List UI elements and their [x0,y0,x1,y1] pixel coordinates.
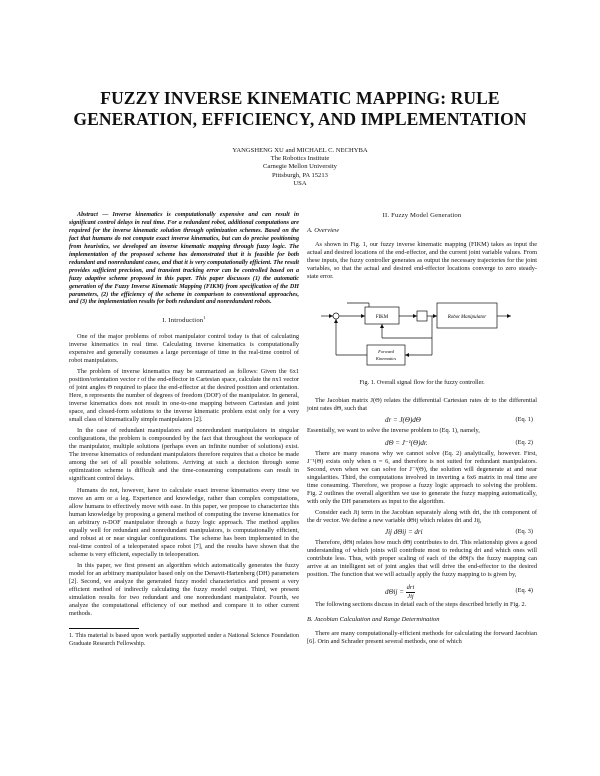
equation-4-expression [385,584,415,601]
summing-junction [333,313,339,319]
equation-1-expression: dr = J(Θ)dΘ [385,416,421,425]
forward-label-1: Forward [378,349,394,355]
overview-paragraph: As shown in Fig. 1, our fuzzy inverse kinematic mapping (FIKM) takes as input the actual and desired locations of the end-effector, and the current joint variable values. From these inputs, the fuzzy controller generates as output the necessary trajectories for the joint variables, so that the actual and desired end-effector locations converge to zero steady-state error. [307,241,537,281]
abstract: Abstract — Inverse kinematics is computationally expensive and can result in significant control delays in real time. For a redundant robot, additional computations are required for the inverse kinematic solution through optimization schemes. Based on the fact that humans do not compute exact inverse kinematics, but can do precise positioning from heuristics, we developed an inverse kinematic mapping through fuzzy logic. The implementation of the proposed scheme has demonstrated that it is feasible for both redundant and nonredundant cases, and that it is very computationally efficient. The result provides sufficient precision, and transient tracking error can be controlled based on a fuzzy adaptive scheme proposed in this paper. This paper discusses (1) the automatic generation of the Fuzzy Inverse Kinematic Mapping (FIKM) from specification of the DH parameters, (2) the efficiency of the scheme in comparison to conventional approaches, and (3) the implementation results for both redundant and nonredundant robots. [69,212,299,306]
intro-paragraph-4: Humans do not, however, have to calculate exact inverse kinematics every time we move an arm or a leg. Experience and knowledge, rather than complex computations, allow humans to effectively move with ease. In this paper, we propose to characterize this human knowledge by proposing a general method of computing the inverse kinematics for an arbitrary n-DOF manipulator through a fuzzy logic approach. The method applies equally well for redundant and nonredundant manipulators, is computationally efficient, and robust at or near singular configurations. The scheme has been implemented in the real-time control of a teleoperated space robot [7], and the results have shown that the scheme is very efficient, especially in teleoperation. [69,486,299,558]
essentially-paragraph: Essentially, we want to solve the inverse problem to (Eq. 1), namely, [307,427,480,435]
section-title: I. Introduction [162,317,204,325]
jacobian-methods-paragraph: There are many computationally-efficient methods for calculating the forward Jacobian [6]. Orin and Schrader present several methods, one of which [307,630,537,646]
left-column [69,212,299,649]
section-heading-introduction [69,314,299,325]
paper-title [60,88,540,130]
equation-3-number: (Eq. 3) [515,527,533,535]
equation-4-number: (Eq. 4) [515,587,533,595]
right-column [307,212,537,646]
equation-4-lhs: dΘij = [385,588,404,597]
equation-2 [307,436,537,450]
equation-1-number: (Eq. 1) [515,416,533,424]
intro-paragraph-3: In the case of redundant manipulators and nonredundant manipulators in singular configurations, the problem is compounded by the fact that throughout the workspace of the manipulator, multiple solutions (perhaps even an infinite number of solutions) exist. The inverse kinematics of redundant manipulators therefore requires that a choice be made among the set of all possible solutions. Arriving at such a decision through some optimization scheme is difficult and the time-consuming computations can result in significant control delays. [69,427,299,483]
author-block [150,147,450,188]
author-city: Pittsburgh, PA 15213 [272,171,328,179]
intro-paragraph-5: In this paper, we first present an algorithm which automatically generates the fuzzy model for an arbitrary manipulator based only on the Denavit-Hartenberg (DH) parameters [2]. Second, we analyze the generated fuzzy model characteristics and present a very efficient method of indirectly calculating the fuzzy model output. Third, we present simulation results for two redundant and one nonredundant manipulator. Fourth, we analyze the computational efficiency of our method and compare it to other current methods. [69,561,299,618]
author-institute: The Robotics Institute [270,155,330,163]
footnote-rule [69,628,139,629]
equation-3 [307,525,537,539]
signal-flow-svg [307,283,537,375]
reasons-paragraph: There are many reasons why we cannot solve (Eq. 2) analytically, however. First, J⁻¹(Θ) exists only when n = 6, and therefore is not suited for redundant manipulators. Second, even when we can solve for J⁻¹(Θ), the solution will degenerate at and near singularities. Third, the computations involved in inverting a 6x6 matrix in real time are time consuming. Therefore, we propose a fuzzy logic approach to solving the problem. Fig. 2 outlines the overall algorithm we use to generate the fuzzy mapping automatically, with only the DH parameters as input to the algorithm. [307,449,537,505]
fikm-label: FIKM [375,315,389,321]
forward-label-2: Kinematics [375,356,397,362]
section-heading-model-generation: II. Fuzzy Model Generation [382,212,462,219]
subsection-heading-overview: A. Overview [307,227,340,235]
equation-4-denominator: Jij [407,593,414,601]
intro-paragraph-1: One of the major problems of robot manipulator control today is that of calculating inverse kinematics in real time. Calculating inverse kinematics is computationally expensive and generally consumes a large percentage of time in the real-time control of robot manipulators. [69,332,299,364]
figure-1-caption: Fig. 1. Overall signal flow for the fuzzy controller. [359,379,485,387]
equation-2-expression: dΘ = J⁻¹(Θ)dr. [385,438,428,447]
jacobian-paragraph: The Jacobian matrix J(Θ) relates the differential Cartesian rates dr to the differential joint rates dΘ, such that [307,397,537,413]
author-country: USA [293,179,307,187]
author-university: Carnegie Mellon University [263,163,337,171]
intro-paragraph-2: The problem of inverse kinematics may be summarized as follows: Given the 6x1 position/orientation vector r of the end-effector in Cartesian space, calculate the nx1 vector of joint angles Θ required to place the end-effector at the desired position and orientation. Here, n represents the number of degrees of freedom (DOF) of the manipulator. In general, inverse kinematics does not result in one-to-one mapping between Cartesian and joint space, and closed-form solutions to the inverse kinematic problem exist only for a very small class of kinematically simple manipulators [2]. [69,367,299,424]
figure-1-diagram [307,283,537,375]
consider-paragraph: Consider each Jij term in the Jacobian separately along with dri, the ith component of the dr vector. We define a new variable dΘij which relates dri and Jij, [307,508,537,524]
footnote-marker: 1 [203,315,206,321]
author-names: YANGSHENG XU and MICHAEL C. NECHYBA [232,147,368,154]
forward-kinematics-block [367,345,405,365]
equation-4 [307,579,537,601]
title-line-2: GENERATION, EFFICIENCY, AND IMPLEMENTATION [73,109,527,129]
subsection-heading-jacobian: B. Jacobian Calculation and Range Determination [307,616,440,624]
equation-4-numerator: dri [406,584,416,593]
robot-label: Robot Manipulator [447,315,487,321]
title-line-1: FUZZY INVERSE KINEMATIC MAPPING: RULE [100,88,500,108]
therefore-paragraph: Therefore, dΘij relates how much dΘj contributes to dri. This relationship gives a good understanding of which joints will contribute most to reducing dri and which ones will contribute less. Thus, with proper scaling of each of the dΘij's the fuzzy mapping can arrive at an intelligent set of joint angles that will drive the end-effector to the desired position. The function that we will actually apply the fuzzy mapping to is given by, [307,538,537,579]
equation-2-number: (Eq. 2) [515,438,533,446]
following-paragraph: The following sections discuss in detail each of the steps described briefly in Fig. 2. [315,601,527,609]
equation-1 [307,413,537,427]
equation-4-fraction [406,584,416,601]
footnote: 1. This material is based upon work partially supported under a National Science Foundation Graduate Research Fellowship. [69,633,299,648]
integrator-block [417,311,427,321]
equation-3-expression: Jij dΘij = dri [385,527,423,536]
